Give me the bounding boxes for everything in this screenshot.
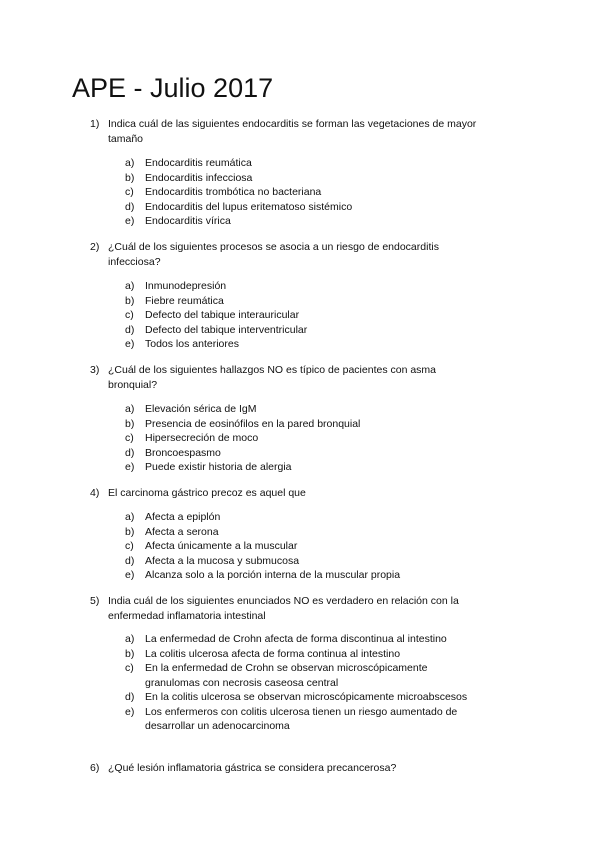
option-text: Broncoespasmo: [145, 446, 221, 459]
option-text: Endocarditis infecciosa: [145, 171, 253, 184]
question-text: ¿Cuál de los siguientes procesos se asocia a un riesgo de endocarditis infecciosa?: [108, 241, 439, 268]
option-item: [125, 294, 475, 309]
option-letter: e): [125, 215, 135, 227]
question-number: 1): [90, 118, 100, 130]
option-text: Afecta a serona: [145, 525, 219, 538]
option-letter: c): [125, 309, 134, 321]
option-text: Endocarditis trombótica no bacteriana: [145, 186, 322, 198]
option-letter: e): [125, 461, 135, 473]
option-text: Hipersecreción de moco: [145, 432, 259, 444]
option-text: Elevación sérica de IgM: [145, 403, 257, 415]
option-text: Afecta a epiplón: [145, 511, 221, 523]
option-text: Todos los anteriores: [145, 338, 239, 350]
question-number: 5): [90, 595, 100, 607]
question-text: ¿Cuál de los siguientes hallazgos NO es típico de pacientes con asma bronquial?: [108, 364, 437, 391]
question-1: [90, 117, 480, 147]
option-letter: c): [125, 540, 134, 552]
option-item: [125, 539, 475, 554]
option-item: [125, 308, 475, 323]
option-text: Alcanza solo a la porción interna de la muscular propia: [145, 569, 401, 581]
option-item: [125, 460, 475, 475]
option-text: Endocarditis reumática: [145, 157, 252, 169]
question-text: India cuál de los siguientes enunciados NO es verdadero en relación con la enfermedad inflamatoria intestinal: [108, 595, 459, 622]
option-item: [125, 185, 475, 200]
option-letter: c): [125, 662, 134, 674]
option-item: [125, 279, 475, 294]
option-item: [125, 431, 475, 446]
option-item: [125, 568, 475, 583]
option-letter: c): [125, 186, 134, 198]
option-text: Defecto del tabique interventricular: [145, 323, 308, 336]
option-item: [125, 705, 475, 734]
question-number: 3): [90, 364, 100, 376]
question-text: El carcinoma gástrico precoz es aquel que: [108, 487, 306, 499]
option-letter: a): [125, 511, 135, 523]
question-text: Indica cuál de las siguientes endocarditis se forman las vegetaciones de mayor tamaño: [108, 118, 477, 145]
question-4: [90, 486, 480, 501]
option-item: [125, 323, 475, 338]
option-letter: d): [125, 554, 135, 567]
option-text: Los enfermeros con colitis ulcerosa tienen un riesgo aumentado de desarrollar un adenocarcinoma: [145, 705, 458, 732]
options-list-5: [125, 632, 475, 734]
option-letter: e): [125, 705, 135, 718]
option-text: Afecta a la mucosa y submucosa: [145, 554, 300, 567]
option-letter: c): [125, 432, 134, 444]
option-item: [125, 171, 475, 186]
option-text: En la colitis ulcerosa se observan microscópicamente microabscesos: [145, 691, 468, 703]
option-item: [125, 690, 475, 705]
option-letter: b): [125, 647, 135, 660]
option-text: Fiebre reumática: [145, 294, 224, 307]
option-item: [125, 200, 475, 215]
option-text: Afecta únicamente a la muscular: [145, 540, 298, 552]
option-text: Defecto del tabique interauricular: [145, 309, 300, 321]
option-letter: d): [125, 446, 135, 459]
option-item: [125, 661, 475, 690]
question-number: 4): [90, 487, 100, 499]
option-text: Endocarditis vírica: [145, 215, 231, 227]
option-item: [125, 337, 475, 352]
option-letter: d): [125, 200, 135, 213]
option-item: [125, 156, 475, 171]
option-text: Inmunodepresión: [145, 280, 227, 292]
option-letter: d): [125, 323, 135, 336]
option-item: [125, 632, 475, 647]
option-letter: a): [125, 633, 135, 645]
option-text: Endocarditis del lupus eritematoso sistémico: [145, 200, 353, 213]
option-text: Puede existir historia de alergia: [145, 461, 292, 473]
option-text: La enfermedad de Crohn afecta de forma discontinua al intestino: [145, 633, 447, 645]
options-list-4: [125, 510, 475, 583]
options-list-1: [125, 156, 475, 229]
page-title: APE - Julio 2017: [72, 73, 274, 103]
question-2: [90, 240, 480, 270]
option-letter: b): [125, 417, 135, 430]
option-letter: d): [125, 691, 135, 703]
option-item: [125, 446, 475, 461]
option-letter: a): [125, 403, 135, 415]
option-letter: e): [125, 338, 135, 350]
option-text: Presencia de eosinófilos en la pared bronquial: [145, 417, 361, 430]
option-text: La colitis ulcerosa afecta de forma continua al intestino: [145, 647, 401, 660]
option-letter: a): [125, 157, 135, 169]
option-item: [125, 402, 475, 417]
question-6: [90, 761, 480, 776]
question-number: 2): [90, 241, 100, 253]
option-text: En la enfermedad de Crohn se observan microscópicamente granulomas con necrosis caseosa central: [145, 662, 428, 689]
option-item: [125, 554, 475, 569]
option-letter: e): [125, 569, 135, 581]
option-letter: b): [125, 171, 135, 184]
option-item: [125, 525, 475, 540]
question-5: [90, 594, 480, 624]
option-letter: b): [125, 525, 135, 538]
question-3: [90, 363, 480, 393]
option-letter: b): [125, 294, 135, 307]
question-number: 6): [90, 762, 100, 774]
option-item: [125, 510, 475, 525]
options-list-3: [125, 402, 475, 475]
options-list-2: [125, 279, 475, 352]
option-item: [125, 214, 475, 229]
option-letter: a): [125, 280, 135, 292]
option-item: [125, 417, 475, 432]
question-text: ¿Qué lesión inflamatoria gástrica se considera precancerosa?: [108, 762, 397, 774]
option-item: [125, 647, 475, 662]
